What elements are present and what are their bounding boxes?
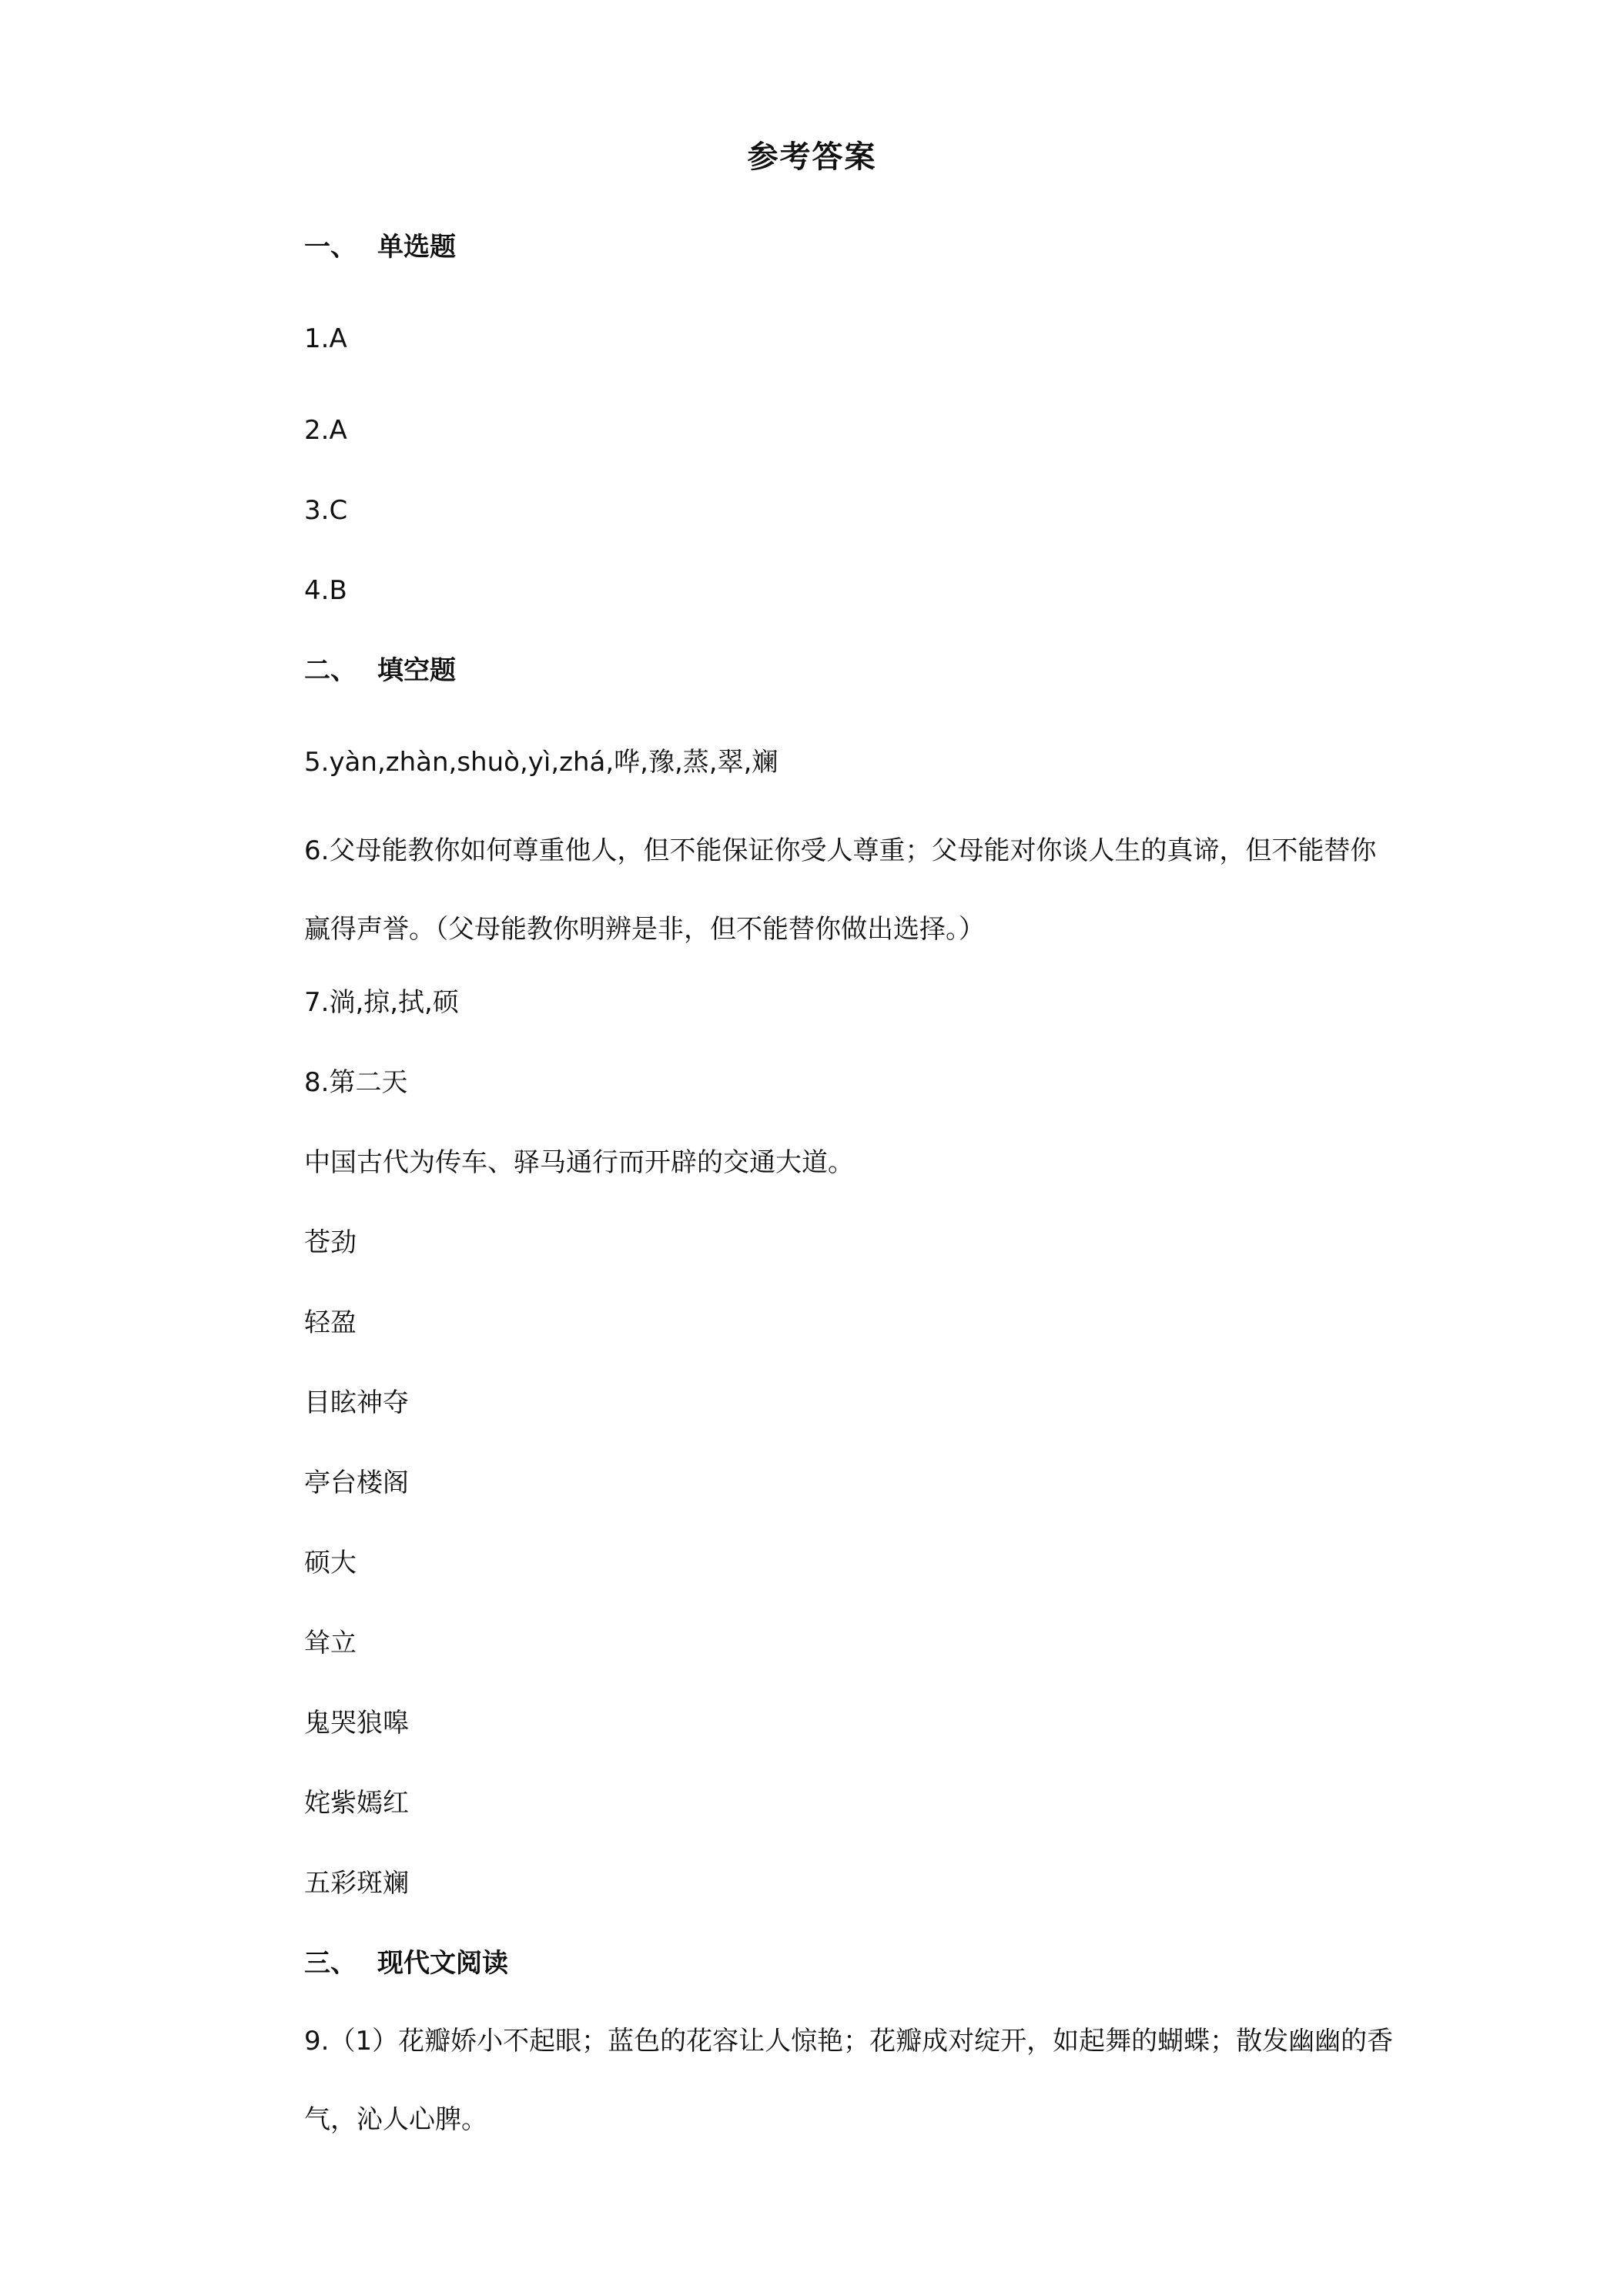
answer-4: 4.B	[304, 575, 347, 606]
answer-6: 6.父母能教你如何尊重他人，但不能保证你受人尊重；父母能对你谈人生的真谛，但不能替你赢得声誉。（父母能教你明辨是非，但不能替你做出选择。）	[304, 835, 1377, 945]
section-heading-single-choice	[304, 228, 456, 266]
section-heading-reading	[304, 1944, 508, 1983]
answer-8-item: 轻盈	[304, 1307, 357, 1338]
answer-5: 5.yàn,zhàn,shuò,yì,zhá,哗,豫,蒸,翠,斓	[304, 747, 779, 778]
section-heading-fill-blank	[304, 651, 456, 690]
section-number: 一、	[304, 232, 357, 263]
answer-8-item: 亭台楼阁	[304, 1468, 409, 1498]
answer-8-item: 中国古代为传车、驿马通行而开辟的交通大道。	[304, 1147, 854, 1178]
section-number: 三、	[304, 1948, 357, 1979]
section-number: 二、	[304, 655, 357, 686]
answer-2: 2.A	[304, 415, 347, 446]
answer-8-item: 硕大	[304, 1548, 357, 1578]
section-label: 现代文阅读	[377, 1948, 508, 1979]
answer-8-item: 姹紫嫣红	[304, 1788, 409, 1819]
answer-8-item: 鬼哭狼嗥	[304, 1708, 409, 1739]
answer-8: 8.第二天	[304, 1067, 408, 1098]
answer-8-item: 耸立	[304, 1628, 357, 1658]
answer-8-item: 五彩斑斓	[304, 1868, 409, 1899]
section-label: 单选题	[377, 232, 456, 263]
answer-1: 1.A	[304, 323, 347, 354]
answer-9: 9.（1）花瓣娇小不起眼；蓝色的花容让人惊艳；花瓣成对绽开，如起舞的蝴蝶；散发幽幽的香气，沁人心脾。	[304, 2026, 1394, 2135]
page-title: 参考答案	[747, 139, 877, 175]
answer-3: 3.C	[304, 495, 348, 526]
answer-8-item: 目眩神夺	[304, 1387, 409, 1418]
answer-8-item: 苍劲	[304, 1227, 357, 1258]
answer-7: 7.淌,掠,拭,硕	[304, 987, 459, 1018]
section-label: 填空题	[377, 655, 456, 686]
